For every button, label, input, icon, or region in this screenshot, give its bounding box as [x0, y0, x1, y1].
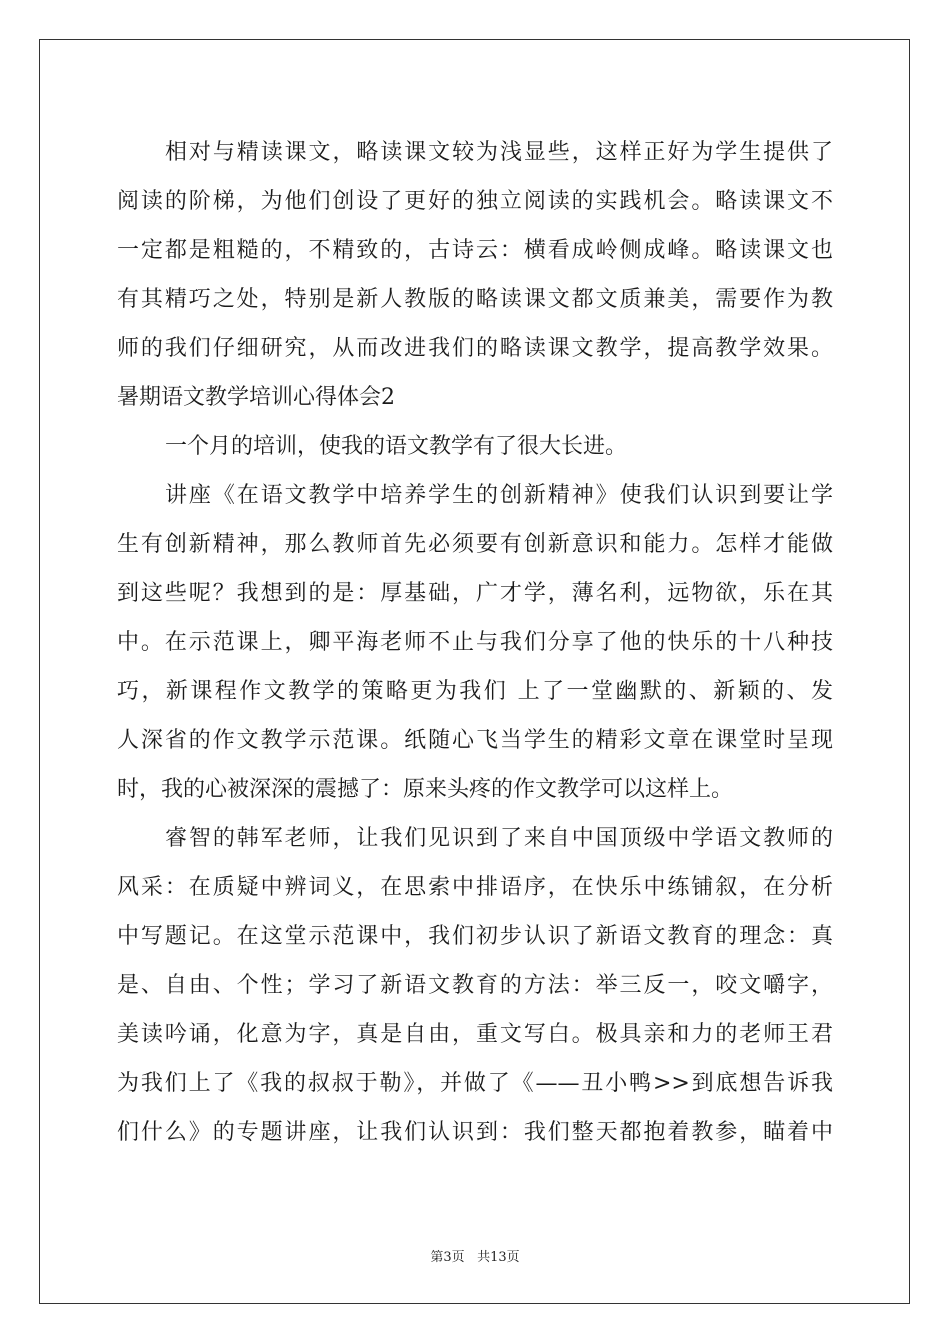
text-line: 一定都是粗糙的，不精致的，古诗云：横看成岭侧成峰。略读课文也	[117, 238, 833, 263]
text-line: 中。在示范课上，卿平海老师不止与我们分享了他的快乐的十八种技	[117, 630, 833, 655]
text-line: 相对与精读课文，略读课文较为浅显些，这样正好为学生提供了	[165, 140, 833, 165]
page-total: 共13页	[477, 1250, 520, 1265]
text-line: 是、自由、个性；学习了新语文教育的方法：举三反一，咬文嚼字，	[117, 973, 833, 998]
text-line: 睿智的韩军老师，让我们见识到了来自中国顶级中学语文教师的	[165, 826, 833, 851]
text-line: 为我们上了《我的叔叔于勒》，并做了《——丑小鸭>>到底想告诉我	[117, 1071, 833, 1096]
text-line: 到这些呢？我想到的是：厚基础，广才学，薄名利，远物欲，乐在其	[117, 581, 833, 606]
text-line: 阅读的阶梯，为他们创设了更好的独立阅读的实践机会。略读课文不	[117, 189, 833, 214]
text-line: 人深省的作文教学示范课。纸随心飞当学生的精彩文章在课堂时呈现	[117, 728, 833, 753]
text-line: 巧，新课程作文教学的策略更为我们 上了一堂幽默的、新颖的、发	[117, 679, 833, 704]
page-number: 第3页	[430, 1250, 465, 1265]
text-line: 师的我们仔细研究，从而改进我们的略读课文教学，提高教学效果。	[117, 336, 833, 361]
text-line: 中写题记。在这堂示范课中，我们初步认识了新语文教育的理念：真	[117, 924, 833, 949]
text-line: 美读吟诵，化意为字，真是自由，重文写白。极具亲和力的老师王君	[117, 1022, 833, 1047]
text-line: 有其精巧之处，特别是新人教版的略读课文都文质兼美，需要作为教	[117, 287, 833, 312]
text-line: 风采：在质疑中辨词义，在思索中排语序，在快乐中练铺叙，在分析	[117, 875, 833, 900]
text-line: 们什么》的专题讲座，让我们认识到：我们整天都抱着教参，瞄着中	[117, 1120, 833, 1145]
document-body	[117, 128, 833, 1157]
text-line: 一个月的培训，使我的语文教学有了很大长进。	[165, 434, 628, 459]
text-line: 讲座《在语文教学中培养学生的创新精神》使我们认识到要让学	[165, 483, 833, 508]
text-line: 生有创新精神，那么教师首先必须要有创新意识和能力。怎样才能做	[117, 532, 833, 557]
page-footer	[0, 1246, 950, 1265]
section-heading: 暑期语文教学培训心得体会2	[117, 385, 395, 410]
text-line: 时，我的心被深深的震撼了：原来头疼的作文教学可以这样上。	[117, 777, 734, 802]
